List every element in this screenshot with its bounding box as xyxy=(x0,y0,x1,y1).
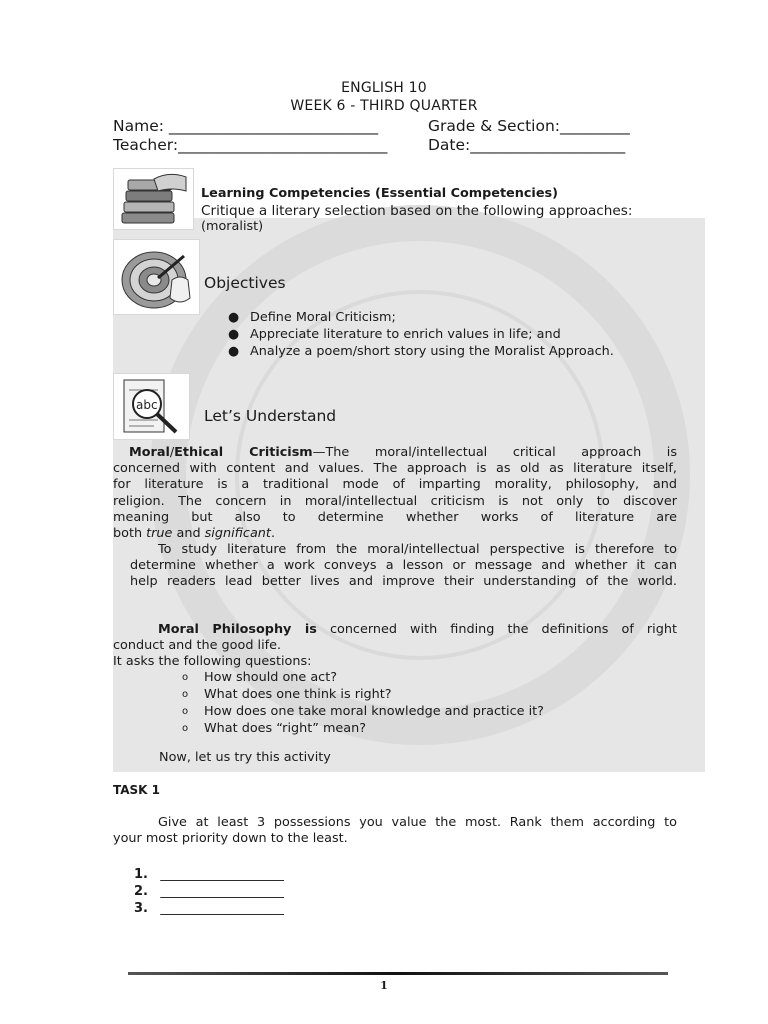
footer-divider xyxy=(128,972,668,975)
objectives-heading: Objectives xyxy=(204,274,286,292)
document-title: ENGLISH 10 xyxy=(341,80,427,96)
document-subtitle: WEEK 6 - THIRD QUARTER xyxy=(290,98,478,114)
answer-row: 3. ___________________ xyxy=(134,901,284,916)
list-item: o What does one think is right? xyxy=(182,687,392,702)
answer-row: 2. ___________________ xyxy=(134,884,284,899)
books-icon xyxy=(113,168,194,230)
grade-section-field: Grade & Section:_________ xyxy=(428,117,630,135)
objectives-list xyxy=(228,309,614,360)
moral-criticism-paragraph: Moral/Ethical Criticism—The moral/intellectual critical approach is concerned with content and values. The approach is as old as literature itself, for literature is a traditional mode of imparting morality, philosophy, and religion. The concern in moral/intellectual criticism is not only to discover meaning but also to determine whether works of literature are both true and significant. xyxy=(113,445,678,542)
name-field: Name: ___________________________ xyxy=(113,117,379,135)
answer-blank: ___________________ xyxy=(160,884,284,899)
task-instructions: Give at least 3 possessions you value the most. Rank them according to your most priority down to the least. xyxy=(113,815,677,847)
answer-blank: ___________________ xyxy=(160,901,284,916)
competencies-text-approach: (moralist) xyxy=(201,219,264,234)
list-item: o What does “right” mean? xyxy=(182,721,367,736)
circle-bullet-icon: o xyxy=(182,723,189,734)
teacher-field: Teacher:___________________________ xyxy=(113,136,388,154)
task-title: TASK 1 xyxy=(113,783,161,797)
list-item: o How should one act? xyxy=(182,670,338,685)
activity-prompt: Now, let us try this activity xyxy=(159,750,331,765)
list-item: ● Appreciate literature to enrich values in life; and xyxy=(228,327,561,342)
circle-bullet-icon: o xyxy=(182,706,189,717)
questions-list xyxy=(182,669,544,737)
moral-philosophy-paragraph: Moral Philosophy is concerned with finding the definitions of right conduct and the good life. It asks the following questions: xyxy=(113,622,677,670)
page-number: 1 xyxy=(380,979,388,992)
target-dart-icon xyxy=(113,239,200,315)
answer-row: 1. ___________________ xyxy=(134,867,284,882)
circle-bullet-icon: o xyxy=(182,689,189,700)
bullet-dot-icon: ● xyxy=(228,344,240,359)
competencies-text: Critique a literary selection based on the following approaches: xyxy=(201,203,633,219)
svg-text:abc: abc xyxy=(136,398,158,412)
task-answer-list xyxy=(134,866,284,917)
bullet-dot-icon: ● xyxy=(228,327,240,342)
date-field: Date:____________________ xyxy=(428,136,626,154)
list-item: ● Analyze a poem/short story using the Moralist Approach. xyxy=(228,344,614,359)
list-item: ● Define Moral Criticism; xyxy=(228,310,396,325)
competencies-title: Learning Competencies (Essential Competencies) xyxy=(201,186,558,201)
magnifier-abc-icon xyxy=(113,373,190,440)
answer-blank: ___________________ xyxy=(160,867,284,882)
understand-heading: Let’s Understand xyxy=(204,407,337,425)
circle-bullet-icon: o xyxy=(182,672,189,683)
bullet-dot-icon: ● xyxy=(228,310,240,325)
study-literature-paragraph: To study literature from the moral/intellectual perspective is therefore to determine whether a work conveys a lesson or message and whether it can help readers lead better lives and improve their understanding of the world. xyxy=(130,542,677,590)
list-item: o How does one take moral knowledge and practice it? xyxy=(182,704,544,719)
